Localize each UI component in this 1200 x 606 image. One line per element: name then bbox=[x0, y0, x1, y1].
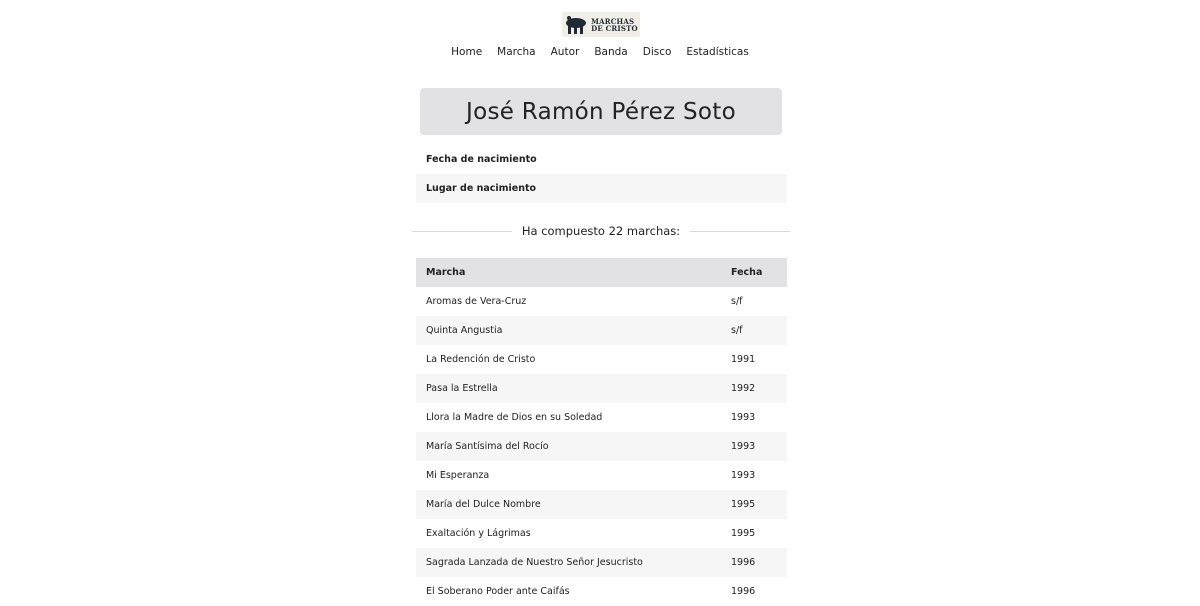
table-row[interactable] bbox=[416, 461, 787, 490]
marcha-title[interactable]: Exaltación y Lágrimas bbox=[426, 528, 531, 539]
marcha-title[interactable]: Aromas de Vera-Cruz bbox=[426, 296, 527, 307]
marcha-date: s/f bbox=[731, 296, 743, 307]
birth-place-label: Lugar de nacimiento bbox=[426, 183, 537, 194]
marcha-title[interactable]: Mi Esperanza bbox=[426, 470, 490, 481]
marcha-title[interactable]: Quinta Angustia bbox=[426, 325, 503, 336]
marcha-date: 1996 bbox=[731, 557, 756, 568]
table-row[interactable] bbox=[416, 403, 787, 432]
author-name: José Ramón Pérez Soto bbox=[466, 98, 736, 125]
table-row[interactable] bbox=[416, 287, 787, 316]
table-row[interactable] bbox=[416, 519, 787, 548]
column-header-fecha[interactable]: Fecha bbox=[731, 267, 763, 278]
nav-home[interactable]: Home bbox=[451, 46, 483, 58]
table-row[interactable] bbox=[416, 490, 787, 519]
marcha-title[interactable]: El Soberano Poder ante Caifás bbox=[426, 586, 570, 597]
marcha-title[interactable]: María del Dulce Nombre bbox=[426, 499, 541, 510]
nav-autor[interactable]: Autor bbox=[550, 46, 580, 58]
marcha-title[interactable]: María Santísima del Rocío bbox=[426, 441, 549, 452]
table-row[interactable] bbox=[416, 374, 787, 403]
table-row[interactable] bbox=[416, 432, 787, 461]
table-row[interactable] bbox=[416, 316, 787, 345]
birth-date-label: Fecha de nacimiento bbox=[426, 154, 537, 165]
nav-estadisticas[interactable]: Estadísticas bbox=[686, 46, 749, 58]
main-nav bbox=[0, 46, 1200, 58]
birth-date-row bbox=[416, 145, 787, 174]
marcha-title[interactable]: Pasa la Estrella bbox=[426, 383, 498, 394]
column-header-marcha[interactable]: Marcha bbox=[426, 267, 466, 278]
table-row[interactable] bbox=[416, 345, 787, 374]
marcha-title[interactable]: Sagrada Lanzada de Nuestro Señor Jesucristo bbox=[426, 557, 643, 568]
composed-count bbox=[412, 221, 790, 241]
divider bbox=[690, 231, 790, 232]
birth-place-row bbox=[416, 174, 787, 203]
marcha-date: 1993 bbox=[731, 412, 756, 423]
marcha-date: 1991 bbox=[731, 354, 756, 365]
marcha-date: 1995 bbox=[731, 499, 756, 510]
table-header bbox=[416, 258, 787, 287]
composed-count-text: Ha compuesto 22 marchas: bbox=[521, 224, 681, 238]
marcha-date: 1993 bbox=[731, 441, 756, 452]
marcha-date: s/f bbox=[731, 325, 743, 336]
logo-wordmark: MARCHAS DE CRISTO bbox=[591, 16, 638, 33]
nav-banda[interactable]: Banda bbox=[594, 46, 628, 58]
site-logo[interactable] bbox=[562, 12, 640, 37]
author-header bbox=[420, 88, 782, 135]
marcha-title[interactable]: La Redención de Cristo bbox=[426, 354, 536, 365]
marcha-date: 1995 bbox=[731, 528, 756, 539]
author-info bbox=[416, 145, 787, 203]
marcha-date: 1992 bbox=[731, 383, 756, 394]
nav-marcha[interactable]: Marcha bbox=[497, 46, 536, 58]
marcha-date: 1993 bbox=[731, 470, 756, 481]
marcha-date: 1996 bbox=[731, 586, 756, 597]
procession-figure-icon bbox=[564, 15, 588, 35]
marcha-title[interactable]: Llora la Madre de Dios en su Soledad bbox=[426, 412, 603, 423]
nav-disco[interactable]: Disco bbox=[642, 46, 672, 58]
marchas-table bbox=[416, 258, 787, 606]
divider bbox=[412, 231, 512, 232]
table-row[interactable] bbox=[416, 548, 787, 577]
